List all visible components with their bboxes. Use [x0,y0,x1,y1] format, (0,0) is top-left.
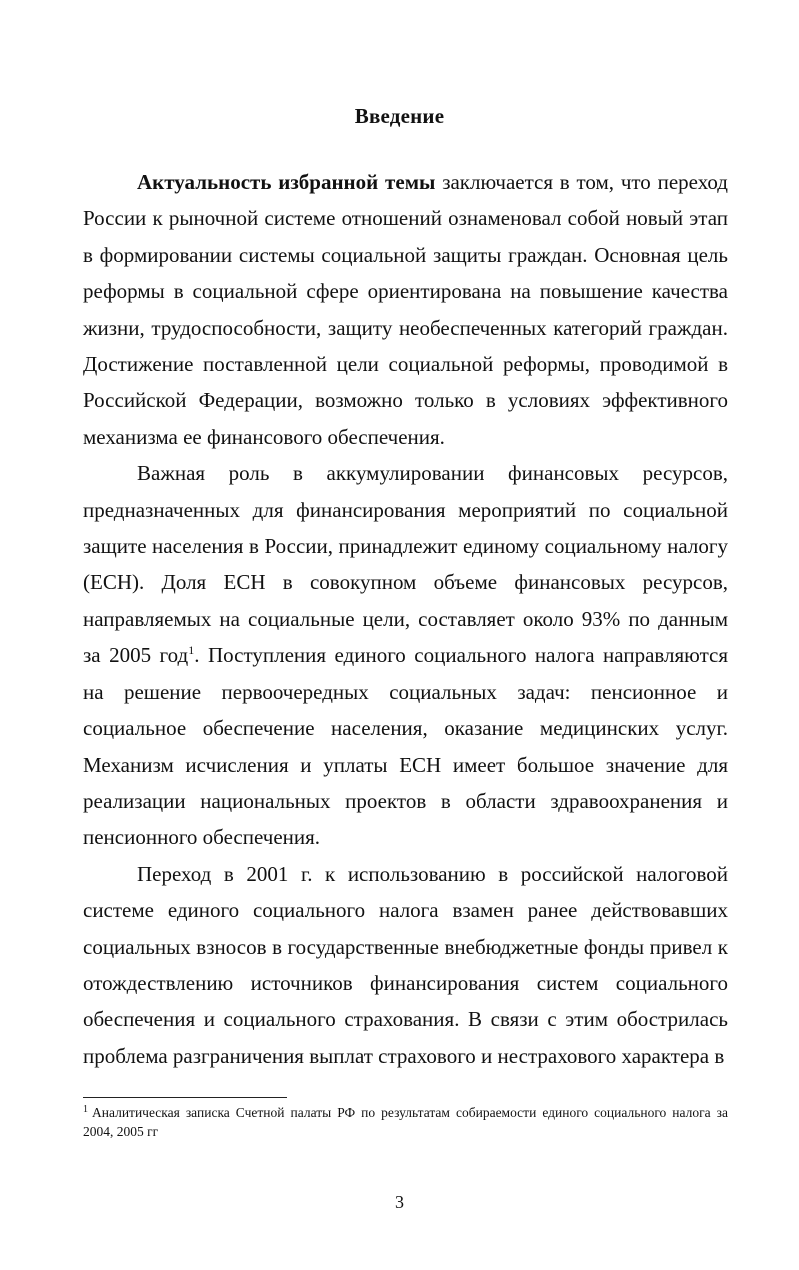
paragraph-text-continued: . Поступления единого социального налога направляются на решение первоочередных социальных задач: пенсионное и социальное обеспечение населения, оказание медицинских услуг. Механизм исчисления и уплаты ЕСН имеет большое значение для реализации национальных проектов в области здравоохранения и пенсионного обеспечения. [83,643,728,850]
footnote-divider [83,1097,287,1098]
paragraph-relevance [83,164,728,455]
footnote-text: Аналитическая записка Счетной палаты РФ по результатам собираемости единого социального налога за 2004, 2005 гг [83,1105,728,1139]
body-text [83,164,728,1074]
paragraph-text: Переход в 2001 г. к использованию в российской налоговой системе единого социального налога взамен ранее действовавших социальных взносов в государственные внебюджетные фонды привел к отождествлению источников финансирования систем социального обеспечения и социального страхования. В связи с этим обострилась проблема разграничения выплат страхового и нестрахового характера в [83,861,728,1068]
page-number: 3 [395,1192,404,1212]
paragraph-lead: Актуальность избранной темы [137,170,436,194]
footnote [83,1103,728,1141]
paragraph-transition-2001 [83,856,728,1074]
paragraph-text: заключается в том, что переход России к рыночной системе отношений ознаменовал собой новый этап в формировании системы социальной защиты граждан. Основная цель реформы в социальной сфере ориентирована на повышение качества жизни, трудоспособности, защиту необеспеченных категорий граждан. Достижение поставленной цели социальной реформы, проводимой в Российской Федерации, возможно только в условиях эффективного механизма ее финансового обеспечения. [83,170,728,449]
page-title: Введение [354,104,445,128]
paragraph-esn-role [83,455,728,855]
footnote-reference: 1 [188,643,195,658]
paragraph-text: Важная роль в аккумулировании финансовых ресурсов, предназначенных для финансирования мероприятий по социальной защите населения в России, принадлежит единому социальному налогу (ЕСН). Доля ЕСН в совокупном объеме финансовых ресурсов, направляемых на социальные цели, составляет около 93% по данным за 2005 год [83,461,728,668]
footnote-number: 1 [83,1103,88,1115]
